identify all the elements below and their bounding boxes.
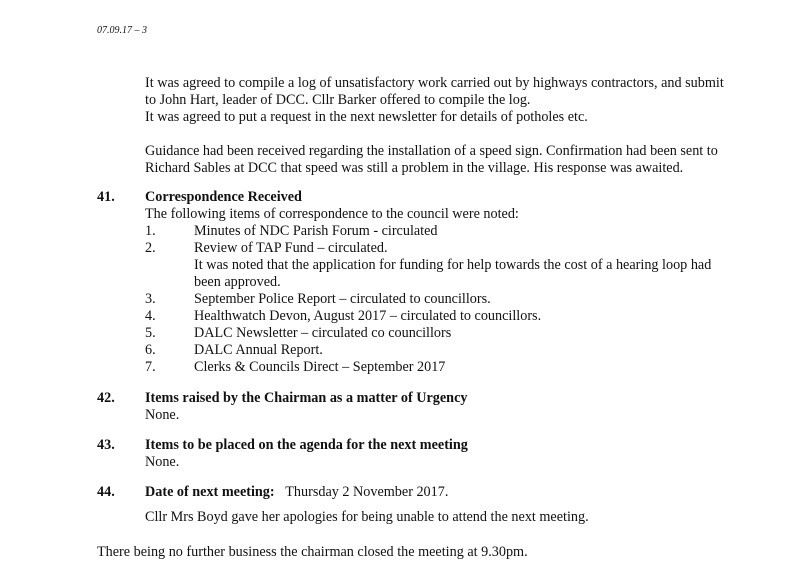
section-number-41: 41.: [97, 189, 115, 205]
item-text: Review of TAP Fund – circulated.: [194, 240, 388, 256]
list-item: [145, 308, 711, 325]
closing-statement: There being no further business the chairman closed the meeting at 9.30pm.: [97, 544, 528, 560]
section-title: Date of next meeting:: [145, 484, 275, 500]
item-text: DALC Annual Report.: [194, 342, 323, 358]
list-item: [145, 240, 711, 257]
item-number: 3.: [145, 291, 156, 307]
section-44: [145, 484, 785, 526]
list-item: [145, 342, 711, 359]
item-text: DALC Newsletter – circulated co councillors: [194, 325, 452, 341]
section-number-42: 42.: [97, 390, 115, 406]
section-41: [145, 189, 785, 223]
text-line: It was agreed to put a request in the next newsletter for details of potholes etc.: [145, 109, 588, 125]
section-body: None.: [145, 454, 180, 470]
item-number: 5.: [145, 325, 156, 341]
section-body: None.: [145, 407, 180, 423]
item-number: 1.: [145, 223, 156, 239]
text-line: been approved.: [194, 274, 281, 290]
text-line: It was agreed to compile a log of unsatisfactory work carried out by highways contractors, and submit: [145, 75, 724, 91]
speed-sign-paragraph: [145, 143, 785, 177]
text-line: to John Hart, leader of DCC. Cllr Barker offered to compile the log.: [145, 92, 531, 108]
item-text: Minutes of NDC Parish Forum - circulated: [194, 223, 438, 239]
next-meeting-date: Thursday 2 November 2017.: [285, 484, 449, 500]
item-text: September Police Report – circulated to councillors.: [194, 291, 491, 307]
list-item: [145, 325, 711, 342]
text-line: It was noted that the application for funding for help towards the cost of a hearing loop had: [194, 257, 712, 273]
next-meeting-line: [145, 484, 785, 501]
item-number: 7.: [145, 359, 156, 375]
item-text: Healthwatch Devon, August 2017 – circulated to councillors.: [194, 308, 542, 324]
section-43: [145, 437, 785, 471]
list-item: [145, 359, 711, 376]
section-number-44: 44.: [97, 484, 115, 500]
section-title: Items to be placed on the agenda for the next meeting: [145, 437, 468, 453]
item-number: 6.: [145, 342, 156, 358]
section-title: Items raised by the Chairman as a matter of Urgency: [145, 390, 468, 406]
item-number: 2.: [145, 240, 156, 256]
item-number: 4.: [145, 308, 156, 324]
correspondence-list: [145, 223, 711, 376]
section-title: Correspondence Received: [145, 189, 302, 205]
text-line: Richard Sables at DCC that speed was still a problem in the village. His response was awaited.: [145, 160, 684, 176]
section-42: [145, 390, 785, 424]
list-item: [145, 223, 711, 240]
item-note: [145, 257, 711, 291]
list-item: [145, 291, 711, 308]
section-intro: The following items of correspondence to the council were noted:: [145, 206, 519, 222]
item-text: Clerks & Councils Direct – September 2017: [194, 359, 446, 375]
section-number-43: 43.: [97, 437, 115, 453]
highways-paragraph: [145, 75, 785, 126]
page-header-ref: 07.09.17 – 3: [97, 25, 147, 36]
text-line: Guidance had been received regarding the installation of a speed sign. Confirmation had been sent to: [145, 143, 718, 159]
section-body: Cllr Mrs Boyd gave her apologies for being unable to attend the next meeting.: [145, 509, 589, 525]
